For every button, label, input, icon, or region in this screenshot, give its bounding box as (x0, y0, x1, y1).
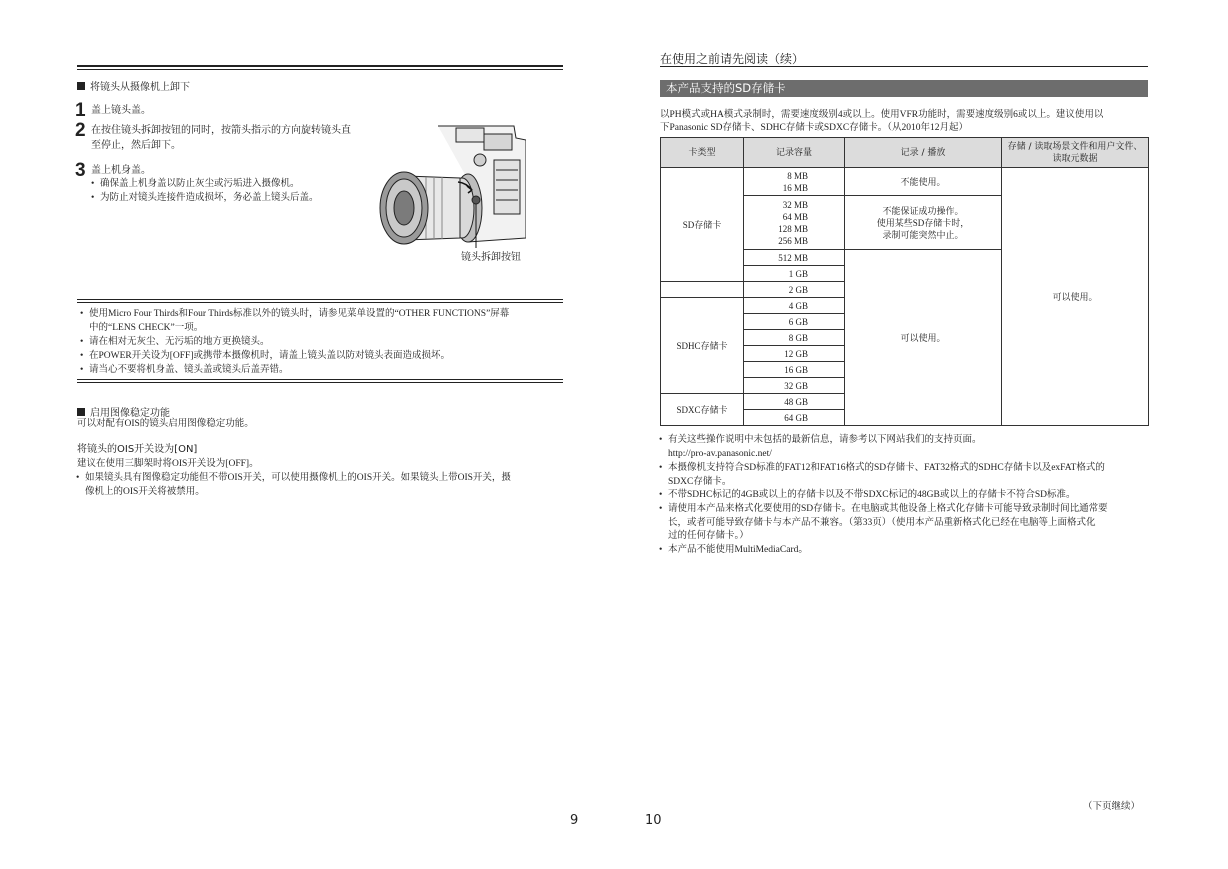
capacity-cell: 48 GB (744, 394, 845, 410)
step-number-1: 1 (75, 100, 86, 121)
note-bullet-1-line2: 中的“LENS CHECK”一项。 (89, 323, 204, 333)
capacity-cell: 32 MB 64 MB 128 MB 256 MB (744, 196, 845, 250)
step-number-3: 3 (75, 160, 86, 181)
capacity-cell: 512 MB (744, 250, 845, 266)
note-5: • 本产品不能使用MultiMediaCard。 (668, 544, 1150, 558)
page-number-right: 10 (645, 813, 662, 828)
ois-intro: 可以对配有OIS的镜头启用图像稳定功能。 (77, 419, 254, 429)
intro-line2: 下Panasonic SD存储卡、SDHC存储卡或SDXC存储卡。（从2010年12月起） (660, 123, 968, 133)
notes-bottom-rule-2 (77, 382, 563, 383)
step-3-bullet-2: • 为防止对镜头连接件造成损坏，务必盖上镜头后盖。 (100, 191, 319, 205)
top-rule (77, 65, 563, 67)
playback-not-usable: 不能使用。 (845, 168, 1002, 196)
capacity-cell: 2 GB (744, 282, 845, 298)
header-card-type: 卡类型 (661, 138, 744, 168)
playback-usable: 可以使用。 (845, 250, 1002, 426)
step-3-text: 盖上机身盖。 (91, 165, 151, 176)
section-title-bar: 本产品支持的SD存储卡 (660, 80, 1148, 97)
capacity-cell: 8 GB (744, 330, 845, 346)
note-3: • 不带SDHC标记的4GB或以上的存储卡以及不带SDXC标记的48GB或以上的存储卡不符合SD标准。 (668, 489, 1150, 503)
capacity-cell: 4 GB (744, 298, 845, 314)
square-bullet-icon (77, 82, 85, 90)
running-header-rule (660, 66, 1148, 67)
lens-release-button-label: 镜头拆卸按钮 (461, 252, 521, 263)
note-bullet-1-line1: • 使用Micro Four Thirds和Four Thirds标准以外的镜头时，请参见菜单设置的“OTHER FUNCTIONS”屏幕 (89, 307, 509, 321)
camera-lens-illustration (376, 120, 526, 252)
note-1: • 有关这些操作说明中未包括的最新信息，请参考以下网站我们的支持页面。 http://pro-av.panasonic.net/ (668, 434, 1150, 461)
continued-label: （下页继续） (1083, 802, 1141, 812)
intro-line1: 以PH模式或HA模式录制时，需要速度级别4或以上。使用VFR功能时，需要速度级别6或以上。建议使用以 (660, 110, 1104, 120)
header-record-playback: 记录 / 播放 (845, 138, 1002, 168)
store-read-usable: 可以使用。 (1002, 168, 1149, 426)
capacity-cell: 8 MB 16 MB (744, 168, 845, 196)
ois-bullet-line2: 像机上的OIS开关将被禁用。 (85, 487, 205, 497)
top-rule-thin (77, 69, 563, 70)
type-sd: SD存储卡 (661, 168, 744, 282)
note-bullet-2: • 请在相对无灰尘、无污垢的地方更换镜头。 (89, 335, 270, 349)
type-sd-cont (661, 282, 744, 298)
section-heading-remove-lens: 将镜头从摄像机上卸下 (77, 78, 190, 93)
notes-bottom-rule (77, 379, 563, 380)
step-2-text-line2: 至停止，然后卸下。 (91, 140, 181, 151)
step-1-text: 盖上镜头盖。 (91, 105, 151, 116)
note-4: • 请使用本产品来格式化要使用的SD存储卡。在电脑或其他设备上格式化存储卡可能导致录制时间比通常要 长，或者可能导致存储卡与本产品不兼容。（第33页）（使用本产品重新格式化已经在电脑等上面格式化 过的任何存储卡。） (668, 503, 1150, 544)
running-header: 在使用之前请先阅读（续） (660, 52, 805, 66)
step-2-text-line1: 在按住镜头拆卸按钮的同时，按箭头指示的方向旋转镜头直 (91, 125, 351, 136)
sd-card-table (660, 137, 1149, 426)
note-bullet-3: • 在POWER开关设为[OFF]或携带本摄像机时，请盖上镜头盖以防对镜头表面造成损坏。 (89, 349, 450, 363)
capacity-cell: 32 GB (744, 378, 845, 394)
note-bullet-4: • 请当心不要将机身盖、镜头盖或镜头后盖弄错。 (89, 363, 289, 377)
ois-text: 建议在使用三脚架时将OIS开关设为[OFF]。 (77, 459, 259, 469)
playback-not-guaranteed: 不能保证成功操作。 使用某些SD存储卡时， 录制可能突然中止。 (845, 196, 1002, 250)
notes-top-rule-2 (77, 302, 563, 303)
capacity-cell: 12 GB (744, 346, 845, 362)
ois-bullet-line1: • 如果镜头具有图像稳定功能但不带OIS开关，可以使用摄像机上的OIS开关。如果镜头上带OIS开关，摄 (85, 471, 511, 485)
square-bullet-icon (77, 408, 85, 416)
header-store-read: 存储 / 读取场景文件和用户文件、 读取元数据 (1002, 138, 1149, 168)
section-heading-ois: 启用图像稳定功能 (77, 404, 170, 419)
capacity-cell: 16 GB (744, 362, 845, 378)
step-number-2: 2 (75, 120, 86, 141)
capacity-cell: 6 GB (744, 314, 845, 330)
capacity-cell: 1 GB (744, 266, 845, 282)
capacity-cell: 64 GB (744, 410, 845, 426)
type-sdxc: SDXC存储卡 (661, 394, 744, 426)
step-3-bullet-1: • 确保盖上机身盖以防止灰尘或污垢进入摄像机。 (100, 177, 300, 191)
header-capacity: 记录容量 (744, 138, 845, 168)
page-number-left: 9 (570, 813, 579, 828)
notes-top-rule (77, 299, 563, 300)
note-2: • 本摄像机支持符合SD标准的FAT12和FAT16格式的SD存储卡、FAT32格式的SDHC存储卡以及exFAT格式的 SDXC存储卡。 (668, 462, 1150, 489)
type-sdhc: SDHC存储卡 (661, 298, 744, 394)
ois-subheading: 将镜头的OIS开关设为[ON] (77, 444, 198, 455)
